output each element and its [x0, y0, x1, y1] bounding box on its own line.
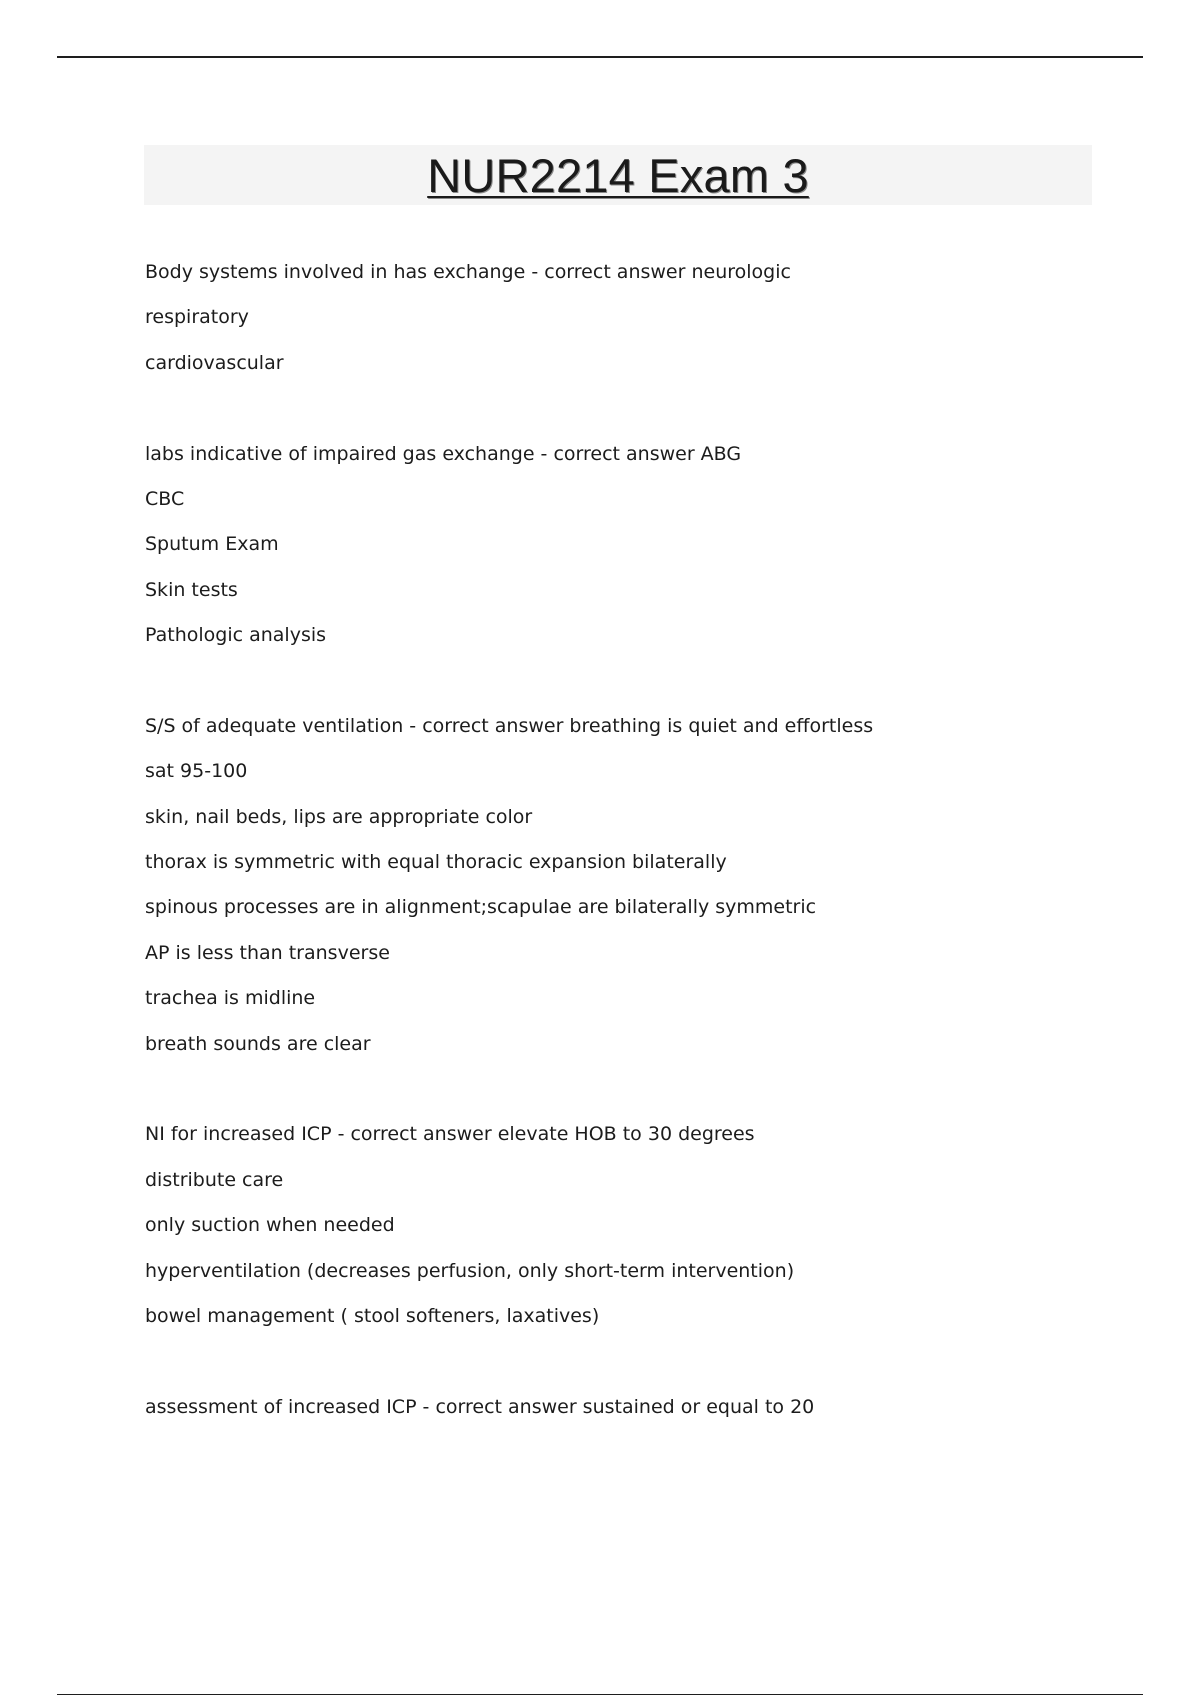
answer-line: thorax is symmetric with equal thoracic expansion bilaterally: [145, 851, 727, 874]
section-gap: [145, 1339, 1105, 1384]
qa-section: [145, 704, 1105, 1067]
answer-line: breath sounds are clear: [145, 1032, 371, 1055]
answer-line: respiratory: [145, 306, 249, 329]
question-line: S/S of adequate ventilation - correct answer breathing is quiet and effortless: [145, 714, 874, 737]
answer-line: only suction when needed: [145, 1214, 395, 1237]
answer-line: Sputum Exam: [145, 533, 279, 556]
title-band: [144, 145, 1092, 205]
answer-line: hyperventilation (decreases perfusion, only short-term intervention): [145, 1259, 795, 1282]
question-line: NI for increased ICP - correct answer elevate HOB to 30 degrees: [145, 1123, 755, 1146]
answer-line: cardiovascular: [145, 351, 284, 374]
question-line: Body systems involved in has exchange - correct answer neurologic: [145, 261, 791, 283]
qa-section: [145, 1112, 1105, 1339]
qa-section: [145, 1385, 1105, 1430]
answer-line: AP is less than transverse: [145, 941, 390, 964]
section-gap: [145, 1067, 1105, 1112]
answer-line: CBC: [145, 487, 185, 510]
question-line: labs indicative of impaired gas exchange - correct answer ABG: [145, 442, 742, 465]
qa-section: [145, 432, 1105, 659]
qa-section: [145, 250, 1105, 386]
bottom-rule: [57, 1694, 1143, 1695]
answer-line: Pathologic analysis: [145, 624, 327, 647]
answer-line: Skin tests: [145, 578, 238, 601]
section-gap: [145, 659, 1105, 704]
question-line: assessment of increased ICP - correct answer sustained or equal to 20: [145, 1395, 815, 1418]
answer-line: bowel management ( stool softeners, laxatives): [145, 1304, 600, 1327]
document-body: [145, 250, 1105, 1430]
top-rule: [57, 56, 1143, 58]
answer-line: sat 95-100: [145, 760, 248, 783]
answer-line: trachea is midline: [145, 987, 316, 1010]
answer-line: spinous processes are in alignment;scapulae are bilaterally symmetric: [145, 896, 817, 919]
answer-line: distribute care: [145, 1168, 284, 1191]
answer-line: skin, nail beds, lips are appropriate color: [145, 805, 533, 828]
document-title: NUR2214 Exam 3: [427, 148, 809, 202]
section-gap: [145, 386, 1105, 431]
